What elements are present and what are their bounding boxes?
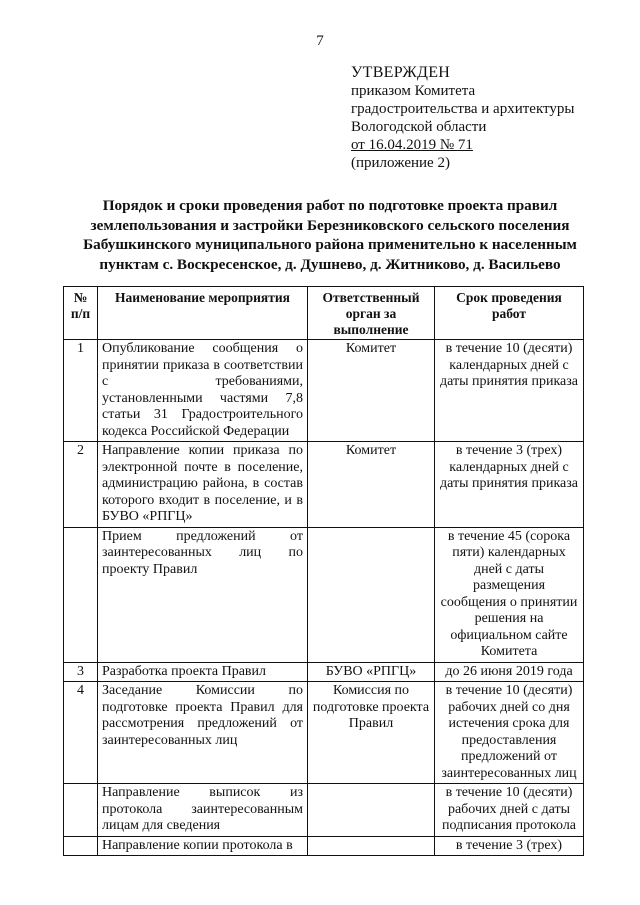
title-line: землепользования и застройки Березниковского сельского поселения bbox=[90, 216, 570, 234]
works-schedule-table bbox=[63, 286, 584, 856]
row-activity: Заседание Комиссии по подготовке проекта Правил для рассмотрения предложений от заинтересованных лиц bbox=[98, 682, 308, 784]
title-line: Порядок и сроки проведения работ по подготовке проекта правил bbox=[102, 197, 558, 214]
approval-order-date: от 16.04.2019 № 71 bbox=[351, 137, 473, 153]
table-header-row bbox=[64, 287, 584, 340]
approval-line: градостроительства и архитектуры bbox=[351, 101, 575, 117]
row-activity: Направление копии приказа по электронной почте в поселение, администрацию района, в состав которого входит в поселение, и в БУВО «РПГЦ» bbox=[98, 442, 308, 528]
header-num: № п/п bbox=[64, 287, 98, 340]
row-org bbox=[308, 836, 435, 856]
table-row bbox=[64, 527, 584, 662]
header-deadline: Срок проведения работ bbox=[435, 287, 584, 340]
row-org: Комиссия по подготовке проекта Правил bbox=[308, 682, 435, 784]
header-activity: Наименование мероприятия bbox=[98, 287, 308, 340]
row-num bbox=[64, 836, 98, 856]
table-row bbox=[64, 836, 584, 856]
row-deadline: в течение 3 (трех) bbox=[435, 836, 584, 856]
row-org: Комитет bbox=[308, 340, 435, 442]
row-num bbox=[64, 784, 98, 837]
header-org: Ответственный орган за выполнение bbox=[308, 287, 435, 340]
page-number: 7 bbox=[316, 33, 324, 49]
row-deadline: в течение 3 (трех) календарных дней с даты принятия приказа bbox=[435, 442, 584, 528]
row-num: 2 bbox=[64, 442, 98, 528]
row-deadline: в течение 10 (десяти) календарных дней с даты принятия приказа bbox=[435, 340, 584, 442]
approval-line: Вологодской области bbox=[351, 119, 487, 135]
title-line: Бабушкинского муниципального района применительно к населенным bbox=[83, 236, 577, 253]
row-activity: Направление выписок из протокола заинтересованным лицам для сведения bbox=[98, 784, 308, 837]
table-row bbox=[64, 340, 584, 442]
row-num: 4 bbox=[64, 682, 98, 784]
title-line: пунктам с. Воскресенское, д. Душнево, д. Житниково, д. Васильево bbox=[99, 255, 561, 273]
row-activity: Опубликование сообщения о принятии приказа в соответствии с требованиями, установленными частями 7,8 статьи 31 Градостроительного кодекса Российской Федерации bbox=[98, 340, 308, 442]
document-title bbox=[60, 196, 600, 274]
row-num: 1 bbox=[64, 340, 98, 442]
row-deadline: до 26 июня 2019 года bbox=[435, 662, 584, 682]
row-org: БУВО «РПГЦ» bbox=[308, 662, 435, 682]
row-activity: Разработка проекта Правил bbox=[98, 662, 308, 682]
row-deadline: в течение 10 (десяти) рабочих дней с даты подписания протокола bbox=[435, 784, 584, 837]
table-row bbox=[64, 784, 584, 837]
row-num: 3 bbox=[64, 662, 98, 682]
approval-stamp bbox=[351, 64, 574, 172]
row-org: Комитет bbox=[308, 442, 435, 528]
row-deadline: в течение 45 (сорока пяти) календарных дней с даты размещения сообщения о принятии решения на официальном сайте Комитета bbox=[435, 527, 584, 662]
row-activity: Направление копии протокола в bbox=[98, 836, 308, 856]
row-org bbox=[308, 527, 435, 662]
row-deadline: в течение 10 (десяти) рабочих дней со дня истечения срока для предоставления предложений от заинтересованных лиц bbox=[435, 682, 584, 784]
row-org bbox=[308, 784, 435, 837]
table-row bbox=[64, 442, 584, 528]
row-num bbox=[64, 527, 98, 662]
approval-appendix: (приложение 2) bbox=[351, 155, 450, 171]
approval-heading: УТВЕРЖДЕН bbox=[351, 64, 451, 81]
table-row bbox=[64, 662, 584, 682]
table-row bbox=[64, 682, 584, 784]
row-activity: Прием предложений от заинтересованных лиц по проекту Правил bbox=[98, 527, 308, 662]
approval-line: приказом Комитета bbox=[351, 83, 476, 99]
